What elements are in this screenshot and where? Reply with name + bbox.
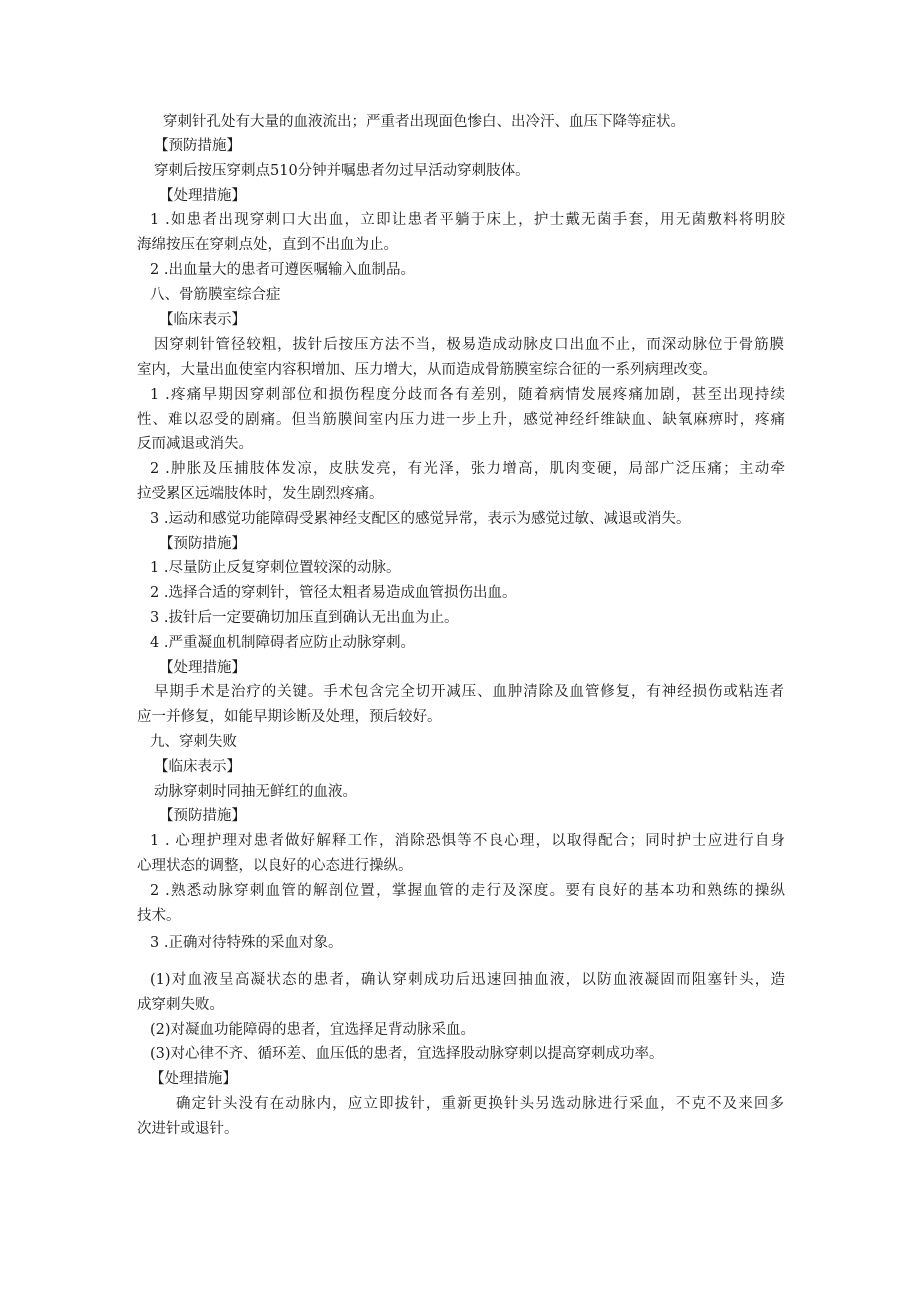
list-item-line: (3)对心律不齐、循环差、血压低的患者，宜选择股动脉穿刺以提高穿刺成功率。 — [150, 1046, 664, 1062]
list-item-line: (1)对血液呈高凝状态的患者，确认穿刺成功后迅速回抽血液，以防血液凝固而阻塞针头，造 — [150, 972, 785, 988]
text-line: 室内，大量出血使室内容积增加、压力增大，从而造成骨筋膜室综合征的一系列病理改变。 — [137, 362, 717, 378]
text-line: 穿刺针孔处有大量的血液流出；严重者出现面色惨白、出冷汗、血压下降等症状。 — [163, 114, 685, 130]
heading: 八、骨筋膜室综合症 — [150, 287, 281, 303]
section-label: 【临床表示】 — [154, 759, 241, 775]
text-line: 心理状态的调整，以良好的心态进行操纵。 — [137, 858, 413, 874]
text-line: 穿刺后按压穿刺点510分钟并嘱患者勿过早活动穿刺肢体。 — [154, 163, 530, 179]
text-line: 技术。 — [137, 908, 181, 924]
section-label: 【预防措施】 — [159, 536, 246, 552]
text-line: 次进针或退针。 — [137, 1121, 239, 1137]
section-label: 【处理措施】 — [150, 1071, 237, 1087]
list-item-line: 3 .正确对待特殊的采血对象。 — [150, 935, 343, 951]
list-item-line: 2 .出血量大的患者可遵医嘱输入血制品。 — [150, 262, 415, 278]
list-item-line: 1 . 心理护理对患者做好解释工作，消除恐惧等不良心理，以取得配合；同时护士应进行自身 — [150, 833, 785, 849]
text-line: 确定针头没有在动脉内，应立即拔针，重新更换针头另选动脉进行采血，不克不及来回多 — [176, 1096, 784, 1112]
list-item-line: 4 .严重凝血机制障碍者应防止动脉穿刺。 — [150, 635, 415, 651]
list-item-line: 3 .运动和感觉功能障碍受累神经支配区的感觉异常，表示为感觉过敏、减退或消失。 — [150, 511, 691, 527]
list-item-line: 2 .选择合适的穿刺针，管径太粗者易造成血管损伤出血。 — [150, 585, 517, 601]
text-line: 成穿刺失败。 — [137, 997, 224, 1013]
section-label: 【预防措施】 — [154, 138, 241, 154]
text-line: 拉受累区远端肢体时，发生剧烈疼痛。 — [137, 486, 384, 502]
list-item-line: 1 .疼痛早期因穿刺部位和损伤程度分歧而各有差别，随着病情发展疼痛加剧，甚至出现持续 — [150, 387, 785, 403]
list-item-line: 3 .拔针后一定要确切加压直到确认无出血为止。 — [150, 610, 459, 626]
section-label: 【预防措施】 — [159, 808, 246, 824]
text-line: 海绵按压在穿刺点处，直到不出血为止。 — [137, 237, 398, 253]
list-item-line: 2 .熟悉动脉穿刺血管的解剖位置，掌握血管的走行及深度。要有良好的基本功和熟练的操纵 — [150, 883, 785, 899]
list-item-line: 1 .尽量防止反复穿刺位置较深的动脉。 — [150, 560, 401, 576]
text-line: 早期手术是治疗的关键。手术包含完全切开减压、血肿清除及血管修复，有神经损伤或粘连者 — [154, 684, 784, 700]
text-line: 应一并修复，如能早期诊断及处理，预后较好。 — [137, 709, 442, 725]
text-line: 反而减退或消失。 — [137, 436, 253, 452]
list-item-line: (2)对凝血功能障碍的患者，宜选择足背动脉采血。 — [150, 1022, 476, 1038]
section-label: 【临床表示】 — [159, 312, 246, 328]
section-label: 【处理措施】 — [159, 188, 246, 204]
text-line: 性、难以忍受的剧痛。但当筋膜间室内压力进一步上升，感觉神经纤维缺血、缺氧麻痹时，疼痛 — [137, 412, 785, 428]
heading: 九、穿刺失败 — [150, 734, 237, 750]
section-label: 【处理措施】 — [159, 660, 246, 676]
text-line: 因穿刺针管径较粗，拔针后按压方法不当，极易造成动脉皮口出血不止，而深动脉位于骨筋膜 — [154, 337, 784, 353]
text-line: 动脉穿刺时同抽无鲜红的血液。 — [154, 784, 357, 800]
list-item-line: 1 .如患者出现穿刺口大出血，立即让患者平躺于床上，护士戴无菌手套，用无菌敷料将明胶 — [150, 212, 785, 228]
list-item-line: 2 .肿胀及压捕肢体发凉，皮肤发亮，有光泽，张力增高，肌肉变硬，局部广泛压痛；主动牵 — [150, 461, 785, 477]
